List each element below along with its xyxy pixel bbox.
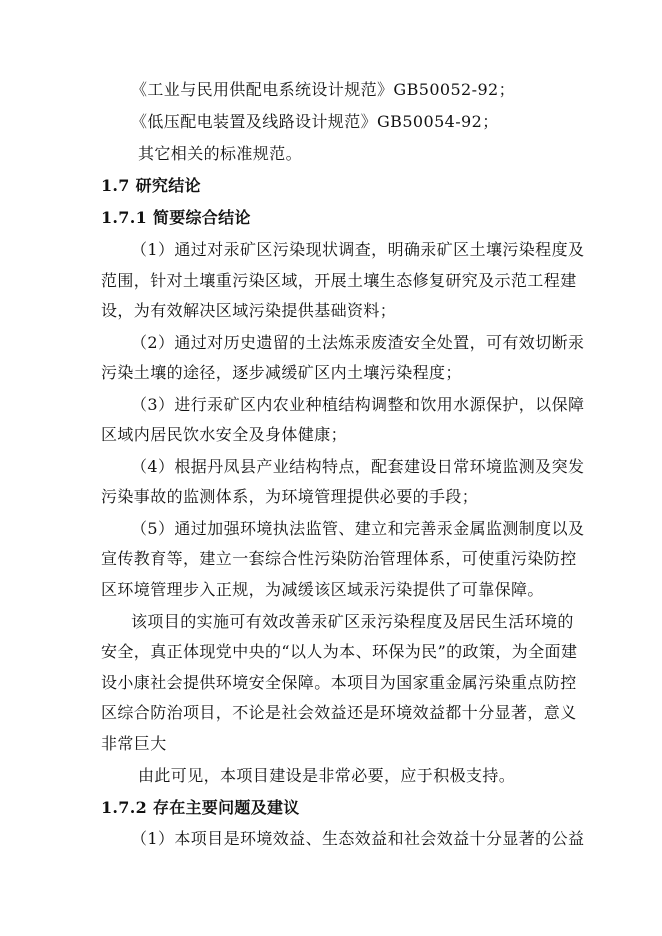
item-5-line-2: 宣传教育等，建立一套综合性污染防治管理体系，可使重污染防控 xyxy=(101,549,577,568)
reference-2: 《低压配电装置及线路设计规范》GB50054-92； xyxy=(131,112,499,131)
reference-1: 《工业与民用供配电系统设计规范》GB50052-92； xyxy=(131,80,516,99)
conclusion-line: 由此可见，本项目建设是非常必要，应于积极支持。 xyxy=(138,766,516,785)
summary-line-5: 非常巨大 xyxy=(101,734,167,753)
section-heading-1-7: 1.7 研究结论 xyxy=(101,176,201,195)
item-4-line-1: （4）根据丹凤县产业结构特点，配套建设日常环境监测及突发 xyxy=(131,457,585,476)
summary-line-4: 区综合防治项目，不论是社会效益还是环境效益都十分显著，意义 xyxy=(101,703,577,722)
section-heading-1-7-2: 1.7.2 存在主要问题及建议 xyxy=(101,798,300,817)
section-heading-1-7-1: 1.7.1 简要综合结论 xyxy=(101,208,251,227)
problem-item-1-line-1: （1）本项目是环境效益、生态效益和社会效益十分显著的公益 xyxy=(131,829,585,848)
item-3-line-2: 区域内居民饮水安全及身体健康； xyxy=(101,425,348,444)
item-2-line-2: 污染土壤的途径，逐步减缓矿区内土壤污染程度； xyxy=(101,363,462,382)
reference-3: 其它相关的标准规范。 xyxy=(138,144,303,163)
item-1-line-2: 范围，针对土壤重污染区域，开展土壤生态修复研究及示范工程建 xyxy=(101,271,577,290)
summary-line-2: 安全，真正体现党中央的“以人为本、环保为民”的政策，为全面建 xyxy=(101,642,578,661)
summary-line-1: 该项目的实施可有效改善汞矿区汞污染程度及居民生活环境的 xyxy=(131,612,574,631)
item-1-line-3: 设，为有效解决区域污染提供基础资料； xyxy=(101,301,397,320)
item-3-line-1: （3）进行汞矿区内农业种植结构调整和饮用水源保护，以保障 xyxy=(131,395,585,414)
item-2-line-1: （2）通过对历史遗留的土法炼汞废渣安全处置，可有效切断汞 xyxy=(131,333,585,352)
item-4-line-2: 污染事故的监测体系，为环境管理提供必要的手段； xyxy=(101,487,479,506)
summary-line-3: 设小康社会提供环境安全保障。本项目为国家重金属污染重点防控 xyxy=(101,673,577,692)
item-5-line-1: （5）通过加强环境执法监管、建立和完善汞金属监测制度以及 xyxy=(131,519,585,538)
item-1-line-1: （1）通过对汞矿区污染现状调查，明确汞矿区土壤污染程度及 xyxy=(131,240,585,259)
item-5-line-3: 区环境管理步入正规，为减缓该区域汞污染提供了可靠保障。 xyxy=(101,580,544,599)
